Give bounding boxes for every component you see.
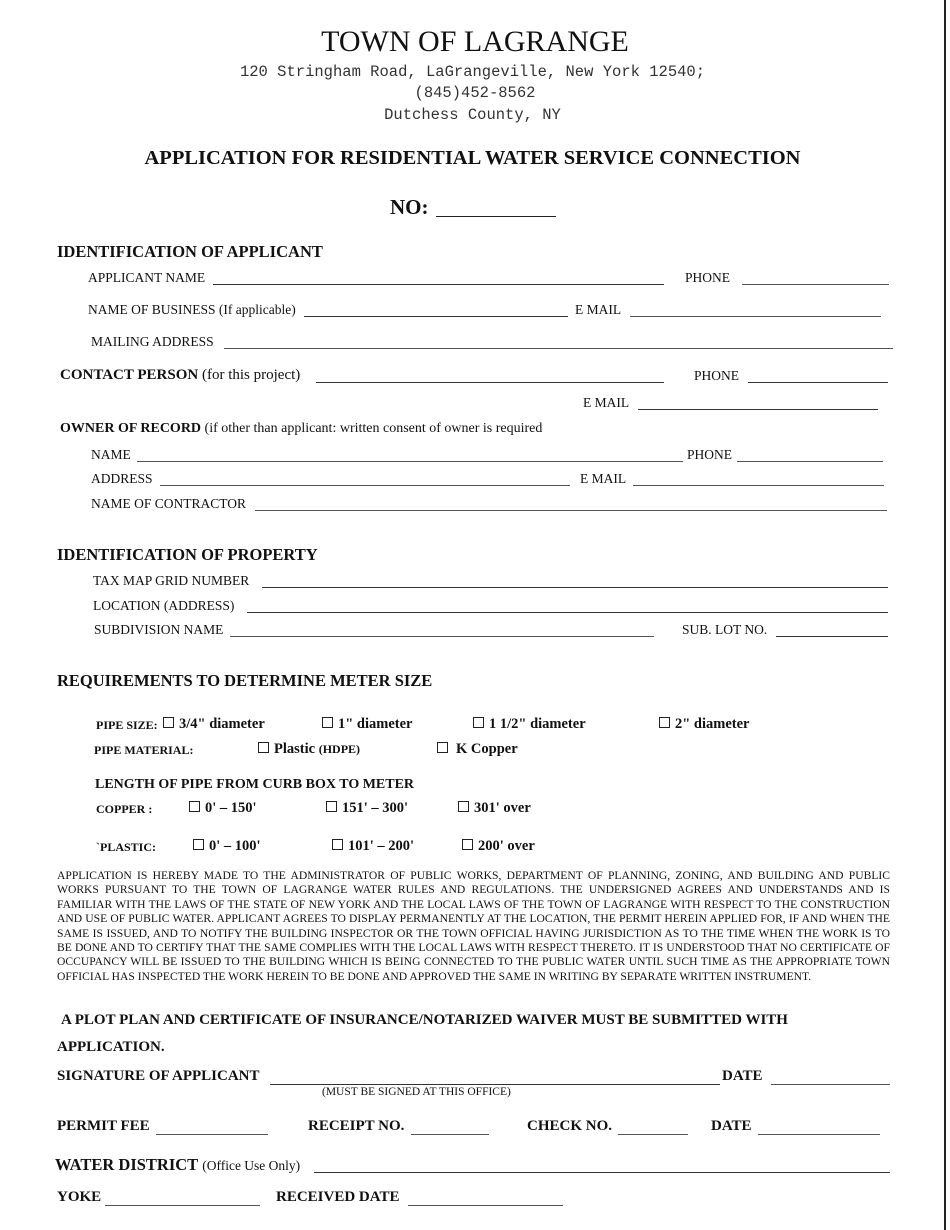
applicant-name-field[interactable]: [213, 284, 664, 285]
plastic-length-label: `PLASTIC:: [96, 840, 157, 854]
pipe-size-option-1-1-2[interactable]: [473, 716, 586, 733]
check-no-label: CHECK NO.: [527, 1118, 613, 1134]
signature-label: SIGNATURE OF APPLICANT: [57, 1068, 260, 1084]
property-section-heading: IDENTIFICATION OF PROPERTY: [57, 545, 318, 564]
material-copper-label: K Copper: [456, 741, 518, 757]
signature-note: (MUST BE SIGNED AT THIS OFFICE): [322, 1086, 511, 1098]
owner-of-record-label: [60, 421, 542, 437]
town-phone: (845)452-8562: [414, 84, 536, 102]
business-email-label: E MAIL: [575, 302, 622, 317]
pipe-material-plastic[interactable]: [258, 741, 360, 758]
owner-of-record-bold: OWNER OF RECORD: [60, 421, 202, 436]
contact-person-note: (for this project): [201, 367, 301, 383]
applicant-phone-label: PHONE: [685, 270, 731, 285]
copper-length-option-label: 301' over: [474, 800, 531, 816]
checkbox-icon[interactable]: [332, 839, 343, 850]
business-email-field[interactable]: [630, 316, 881, 317]
contact-email-label: E MAIL: [583, 395, 630, 410]
applicant-phone-field[interactable]: [742, 284, 889, 285]
permit-fee-label: PERMIT FEE: [57, 1118, 150, 1134]
owner-of-record-note: (if other than applicant: written consent of owner is required: [204, 421, 543, 436]
owner-email-field[interactable]: [633, 485, 884, 486]
checkbox-icon[interactable]: [473, 717, 484, 728]
tax-map-label: TAX MAP GRID NUMBER: [93, 573, 250, 588]
application-number-field[interactable]: [436, 216, 556, 217]
business-name-label: [88, 302, 296, 318]
plot-plan-notice-line1: A PLOT PLAN AND CERTIFICATE OF INSURANCE/NOTARIZED WAIVER MUST BE SUBMITTED WITH: [61, 1012, 788, 1028]
owner-address-field[interactable]: [160, 485, 570, 486]
plastic-length-200-over[interactable]: [462, 838, 535, 855]
applicant-section-heading: IDENTIFICATION OF APPLICANT: [57, 242, 323, 261]
contact-person-label: [60, 367, 300, 384]
pipe-material-label: PIPE MATERIAL:: [94, 743, 194, 757]
contact-phone-label: PHONE: [694, 368, 740, 383]
water-district-label: [55, 1155, 300, 1175]
owner-phone-label: PHONE: [687, 447, 733, 462]
receipt-no-label: RECEIPT NO.: [308, 1118, 405, 1134]
checkbox-icon[interactable]: [659, 717, 670, 728]
pipe-size-option-3-4[interactable]: [163, 716, 265, 733]
contact-phone-field[interactable]: [748, 382, 888, 383]
permit-fee-field[interactable]: [156, 1134, 268, 1135]
pipe-size-label: PIPE SIZE:: [96, 718, 158, 732]
pipe-size-option-label: 1 1/2" diameter: [489, 716, 586, 732]
received-date-field[interactable]: [408, 1205, 563, 1206]
checkbox-icon[interactable]: [326, 801, 337, 812]
yoke-field[interactable]: [105, 1205, 260, 1206]
received-date-label: RECEIVED DATE: [276, 1189, 400, 1205]
location-address-label: LOCATION (ADDRESS): [93, 598, 235, 613]
checkbox-icon[interactable]: [258, 742, 269, 753]
checkbox-icon[interactable]: [437, 742, 448, 753]
copper-length-301-over[interactable]: [458, 800, 531, 817]
copper-length-label: COPPER :: [96, 802, 153, 816]
water-district-bold: WATER DISTRICT: [55, 1155, 199, 1174]
town-address: 120 Stringham Road, LaGrangeville, New York 12540;: [239, 63, 706, 81]
material-plastic-label: Plastic: [274, 741, 316, 757]
signature-date-field[interactable]: [771, 1084, 890, 1085]
copper-length-option-label: 151' – 300': [342, 800, 409, 816]
office-date-field[interactable]: [758, 1134, 880, 1135]
pipe-size-option-label: 1" diameter: [338, 716, 413, 732]
location-address-field[interactable]: [247, 612, 888, 613]
yoke-label: YOKE: [57, 1189, 102, 1205]
office-date-label: DATE: [711, 1118, 752, 1134]
material-plastic-note: (HDPE): [318, 742, 361, 756]
copper-length-option-label: 0' – 150': [205, 800, 257, 816]
tax-map-field[interactable]: [262, 587, 888, 588]
pipe-size-option-2[interactable]: [659, 716, 749, 733]
sub-lot-label: SUB. LOT NO.: [682, 622, 768, 637]
receipt-no-field[interactable]: [411, 1134, 489, 1135]
application-number-label: NO:: [390, 195, 429, 219]
pipe-size-option-1[interactable]: [322, 716, 412, 733]
town-county: Dutchess County, NY: [384, 106, 561, 124]
checkbox-icon[interactable]: [458, 801, 469, 812]
sub-lot-field[interactable]: [776, 636, 888, 637]
signature-field[interactable]: [270, 1084, 720, 1085]
owner-address-label: ADDRESS: [91, 471, 153, 486]
checkbox-icon[interactable]: [193, 839, 204, 850]
checkbox-icon[interactable]: [163, 717, 174, 728]
contact-email-field[interactable]: [638, 409, 878, 410]
checkbox-icon[interactable]: [462, 839, 473, 850]
mailing-address-label: MAILING ADDRESS: [91, 334, 214, 349]
requirements-section-heading: REQUIREMENTS TO DETERMINE METER SIZE: [57, 671, 433, 690]
mailing-address-field[interactable]: [224, 348, 893, 349]
subdivision-name-field[interactable]: [230, 636, 654, 637]
copper-length-151-300[interactable]: [326, 800, 408, 817]
owner-name-field[interactable]: [137, 461, 683, 462]
contractor-label: NAME OF CONTRACTOR: [91, 496, 247, 511]
business-name-field[interactable]: [304, 316, 568, 317]
owner-email-label: E MAIL: [580, 471, 627, 486]
subdivision-name-label: SUBDIVISION NAME: [94, 622, 224, 637]
plastic-length-option-label: 0' – 100': [209, 838, 261, 854]
plastic-length-101-200[interactable]: [332, 838, 414, 855]
pipe-material-copper[interactable]: [437, 741, 518, 758]
page-edge-border: [944, 0, 946, 1230]
contact-person-bold: CONTACT PERSON: [60, 367, 199, 383]
pipe-size-option-label: 3/4" diameter: [179, 716, 265, 732]
water-district-note: (Office Use Only): [202, 1158, 301, 1173]
owner-name-label: NAME: [91, 447, 131, 462]
pipe-size-option-label: 2" diameter: [675, 716, 750, 732]
plastic-length-option-label: 101' – 200': [348, 838, 415, 854]
check-no-field[interactable]: [618, 1134, 688, 1135]
water-district-field[interactable]: [314, 1172, 890, 1173]
length-heading: LENGTH OF PIPE FROM CURB BOX TO METER: [95, 777, 415, 792]
form-title: APPLICATION FOR RESIDENTIAL WATER SERVICE CONNECTION: [144, 147, 801, 169]
application-statement: APPLICATION IS HEREBY MADE TO THE ADMINISTRATOR OF PUBLIC WORKS, DEPARTMENT OF PLANNING, ZONING, AND BUILDING AND PUBLIC WORKS PURSUANT TO THE TOWN OF LAGRANGE WATER RULES AND REGULATIONS. THE UNDERSIGNED AGREES AND UNDERSTANDS AND IS FAMILIAR WITH THE LAWS OF THE STATE OF NEW YORK AND THE LOCAL LAWS OF THE TOWN OF LAGRANGE WITH RESPECT TO THE CONSTRUCTION AND USE OF PUBLIC WATER. APPLICANT AGREES TO DISPLAY PERMANENTLY AT THE LOCATION, THE PERMIT HEREIN APPLIED FOR, IF AND WHEN THE SAME IS ISSUED, AND TO NOTIFY THE BUILDING INSPECTOR OR THE TOWN OFFICIAL HAVING JURISDICTION AS TO THE TIME WHEN THE WORK IS TO BE DONE AND TO CERTIFY THAT THE SAME COMPLIES WITH THE LOCAL LAWS WITH RESPECT THERETO. IT IS UNDERSTOOD THAT NO CERTIFICATE OF OCCUPANCY WILL BE ISSUED TO THE BUILDING WHICH IS BEING CONNECTED TO THE PUBLIC WATER UNTIL SUCH TIME AS THE APPROPRIATE TOWN OFFICIAL HAS INSPECTED THE WORK HEREIN TO BE DONE AND APPROVED THE SAME IN WRITING BY SEPARATE WRITTEN INSTRUMENT.: [57, 869, 890, 983]
contractor-field[interactable]: [255, 510, 887, 511]
copper-length-0-150[interactable]: [189, 800, 257, 817]
business-name-text: NAME OF BUSINESS (If applicable): [88, 302, 296, 317]
owner-phone-field[interactable]: [737, 461, 883, 462]
plastic-length-option-label: 200' over: [478, 838, 535, 854]
checkbox-icon[interactable]: [189, 801, 200, 812]
contact-person-field[interactable]: [316, 382, 664, 383]
plot-plan-notice-line2: APPLICATION.: [57, 1039, 165, 1055]
plastic-length-0-100[interactable]: [193, 838, 261, 855]
signature-date-label: DATE: [722, 1068, 763, 1084]
town-title: TOWN OF LAGRANGE: [321, 25, 629, 58]
checkbox-icon[interactable]: [322, 717, 333, 728]
applicant-name-label: APPLICANT NAME: [88, 270, 206, 285]
